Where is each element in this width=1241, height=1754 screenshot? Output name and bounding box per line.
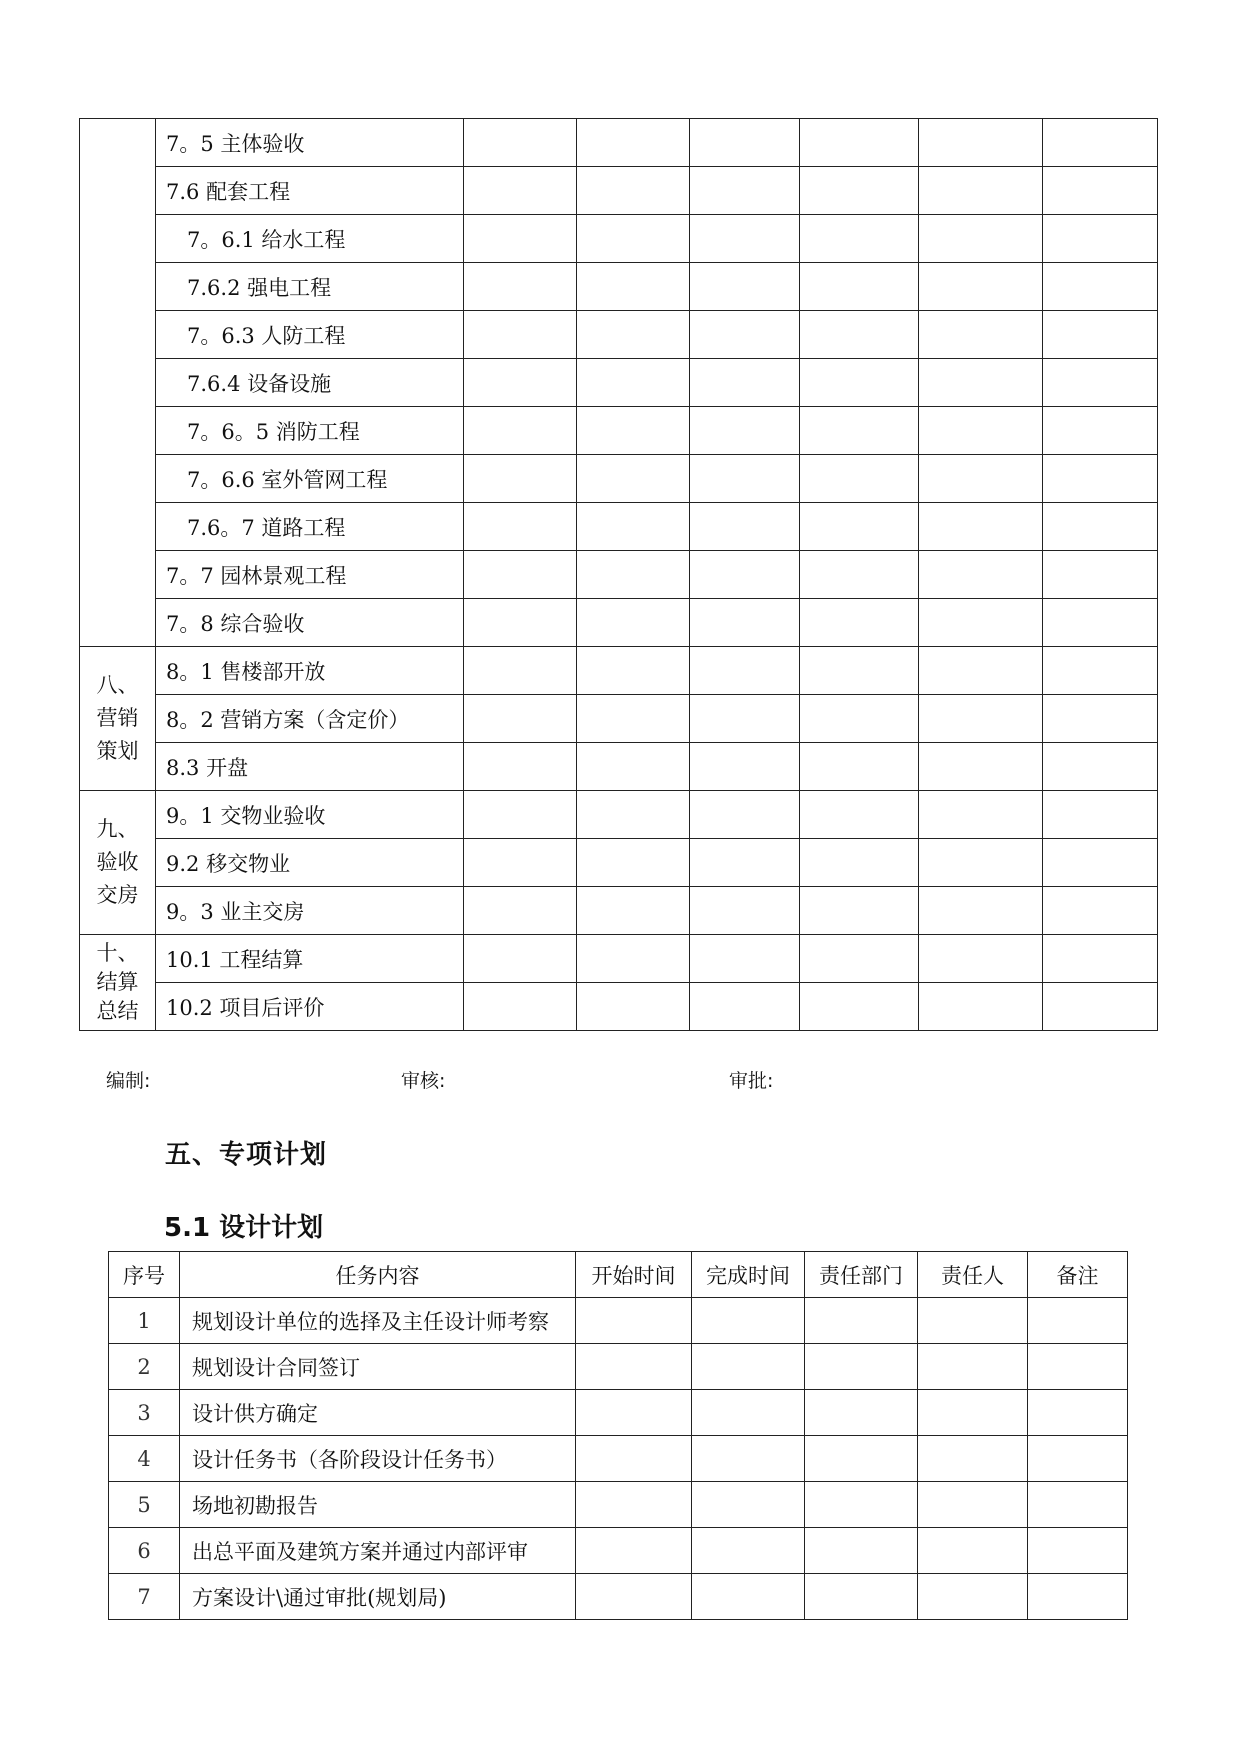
empty-cell [464, 167, 577, 215]
empty-cell [919, 743, 1043, 791]
column-header: 完成时间 [692, 1252, 805, 1298]
empty-cell [464, 599, 577, 647]
table-row [80, 311, 1158, 359]
design-table-body [109, 1298, 1128, 1620]
empty-cell [464, 647, 577, 695]
task-cell: 8.3 开盘 [156, 743, 464, 791]
empty-cell [1043, 695, 1158, 743]
empty-cell [690, 167, 800, 215]
empty-cell [577, 167, 690, 215]
empty-cell [690, 887, 800, 935]
empty-cell [919, 503, 1043, 551]
empty-cell [1043, 647, 1158, 695]
task-cell: 7。7 园林景观工程 [156, 551, 464, 599]
task-cell: 7。6。5 消防工程 [156, 407, 464, 455]
empty-cell [1043, 215, 1158, 263]
task-cell: 7.6.2 强电工程 [156, 263, 464, 311]
empty-cell [919, 119, 1043, 167]
task-cell: 7。6.3 人防工程 [156, 311, 464, 359]
empty-cell [1043, 935, 1158, 983]
empty-cell [1043, 599, 1158, 647]
task-cell: 7.6。7 道路工程 [156, 503, 464, 551]
empty-cell [1043, 311, 1158, 359]
task-cell: 10.1 工程结算 [156, 935, 464, 983]
plan-table-body [80, 119, 1158, 1031]
empty-cell [464, 455, 577, 503]
phase-label-line: 交房 [96, 883, 139, 907]
empty-cell [800, 983, 919, 1031]
column-header: 序号 [109, 1252, 180, 1298]
empty-cell [800, 263, 919, 311]
empty-cell [919, 551, 1043, 599]
empty-cell [918, 1574, 1028, 1620]
empty-cell [800, 311, 919, 359]
empty-cell [464, 407, 577, 455]
empty-cell [800, 695, 919, 743]
phase-cell [80, 935, 156, 1031]
table-row [80, 119, 1158, 167]
empty-cell [464, 311, 577, 359]
phase-label-line: 策划 [96, 739, 139, 763]
table-row [109, 1528, 1128, 1574]
design-plan-title: 5.1 设计计划 [164, 1213, 324, 1243]
empty-cell [800, 743, 919, 791]
empty-cell [918, 1528, 1028, 1574]
task-cell: 设计供方确定 [180, 1390, 576, 1436]
empty-cell [919, 263, 1043, 311]
phase-cell [80, 791, 156, 935]
project-plan-table [79, 118, 1158, 1031]
empty-cell [464, 695, 577, 743]
task-cell: 9。1 交物业验收 [156, 791, 464, 839]
approved-by-label: 审批: [729, 1070, 774, 1092]
phase-label-line: 营销 [96, 706, 139, 730]
compiled-by-label: 编制: [106, 1070, 151, 1092]
table-row [80, 263, 1158, 311]
empty-cell [577, 599, 690, 647]
empty-cell [577, 407, 690, 455]
empty-cell [577, 935, 690, 983]
empty-cell [690, 215, 800, 263]
table-row [80, 983, 1158, 1031]
task-cell: 8。1 售楼部开放 [156, 647, 464, 695]
table-row [80, 599, 1158, 647]
phase-label-line: 八、 [96, 673, 139, 697]
table-row [80, 839, 1158, 887]
empty-cell [800, 215, 919, 263]
empty-cell [690, 599, 800, 647]
empty-cell [577, 743, 690, 791]
empty-cell [918, 1436, 1028, 1482]
empty-cell [1028, 1436, 1128, 1482]
phase-label-line: 结算 [96, 970, 139, 994]
empty-cell [577, 551, 690, 599]
table-row [80, 887, 1158, 935]
empty-cell [692, 1528, 805, 1574]
task-cell: 7.6 配套工程 [156, 167, 464, 215]
empty-cell [577, 455, 690, 503]
table-row [109, 1436, 1128, 1482]
design-plan-table [108, 1251, 1128, 1620]
empty-cell [577, 263, 690, 311]
design-table-header-row [109, 1252, 1128, 1298]
empty-cell [919, 839, 1043, 887]
empty-cell [576, 1436, 692, 1482]
empty-cell [1028, 1574, 1128, 1620]
task-cell: 9。3 业主交房 [156, 887, 464, 935]
empty-cell [919, 407, 1043, 455]
task-cell: 8。2 营销方案（含定价） [156, 695, 464, 743]
empty-cell [919, 887, 1043, 935]
empty-cell [1028, 1390, 1128, 1436]
empty-cell [805, 1574, 918, 1620]
empty-cell [1028, 1298, 1128, 1344]
empty-cell [919, 311, 1043, 359]
empty-cell [576, 1528, 692, 1574]
empty-cell [805, 1528, 918, 1574]
empty-cell [1043, 887, 1158, 935]
column-header: 备注 [1028, 1252, 1128, 1298]
table-row [80, 215, 1158, 263]
empty-cell [690, 455, 800, 503]
empty-cell [576, 1344, 692, 1390]
table-row [80, 455, 1158, 503]
empty-cell [692, 1344, 805, 1390]
table-row [80, 695, 1158, 743]
table-row [80, 167, 1158, 215]
empty-cell [690, 983, 800, 1031]
empty-cell [692, 1574, 805, 1620]
empty-cell [577, 215, 690, 263]
row-number-cell: 7 [109, 1574, 180, 1620]
phase-label-line: 九、 [96, 817, 139, 841]
table-row [109, 1574, 1128, 1620]
empty-cell [800, 551, 919, 599]
task-cell: 10.2 项目后评价 [156, 983, 464, 1031]
row-number-cell: 2 [109, 1344, 180, 1390]
empty-cell [1043, 839, 1158, 887]
empty-cell [692, 1390, 805, 1436]
empty-cell [1043, 407, 1158, 455]
empty-cell [1043, 263, 1158, 311]
table-row [109, 1298, 1128, 1344]
empty-cell [800, 407, 919, 455]
empty-cell [576, 1574, 692, 1620]
empty-cell [464, 743, 577, 791]
empty-cell [464, 359, 577, 407]
row-number-cell: 1 [109, 1298, 180, 1344]
empty-cell [805, 1482, 918, 1528]
column-header: 任务内容 [180, 1252, 576, 1298]
empty-cell [1043, 743, 1158, 791]
reviewed-by-label: 审核: [401, 1070, 446, 1092]
task-cell: 7。6.6 室外管网工程 [156, 455, 464, 503]
empty-cell [800, 359, 919, 407]
empty-cell [464, 551, 577, 599]
empty-cell [805, 1436, 918, 1482]
empty-cell [805, 1344, 918, 1390]
task-cell: 7.6.4 设备设施 [156, 359, 464, 407]
phase-cell [80, 647, 156, 791]
empty-cell [1043, 359, 1158, 407]
empty-cell [800, 839, 919, 887]
empty-cell [692, 1298, 805, 1344]
empty-cell [919, 935, 1043, 983]
column-header: 责任人 [918, 1252, 1028, 1298]
empty-cell [800, 455, 919, 503]
empty-cell [919, 455, 1043, 503]
task-cell: 9.2 移交物业 [156, 839, 464, 887]
row-number-cell: 6 [109, 1528, 180, 1574]
empty-cell [464, 119, 577, 167]
empty-cell [919, 695, 1043, 743]
table-row [80, 407, 1158, 455]
table-row [80, 551, 1158, 599]
task-cell: 7。6.1 给水工程 [156, 215, 464, 263]
phase-cell [80, 119, 156, 647]
empty-cell [805, 1390, 918, 1436]
empty-cell [692, 1436, 805, 1482]
empty-cell [464, 935, 577, 983]
empty-cell [577, 887, 690, 935]
empty-cell [1043, 983, 1158, 1031]
empty-cell [464, 887, 577, 935]
table-row [109, 1390, 1128, 1436]
empty-cell [800, 167, 919, 215]
empty-cell [576, 1390, 692, 1436]
column-header: 责任部门 [805, 1252, 918, 1298]
table-row [80, 359, 1158, 407]
table-row [80, 791, 1158, 839]
table-row [109, 1482, 1128, 1528]
empty-cell [800, 647, 919, 695]
empty-cell [690, 839, 800, 887]
task-cell: 方案设计\通过审批(规划局) [180, 1574, 576, 1620]
empty-cell [800, 935, 919, 983]
empty-cell [1043, 503, 1158, 551]
empty-cell [577, 791, 690, 839]
empty-cell [919, 359, 1043, 407]
empty-cell [918, 1298, 1028, 1344]
empty-cell [464, 839, 577, 887]
empty-cell [918, 1390, 1028, 1436]
empty-cell [800, 887, 919, 935]
empty-cell [577, 839, 690, 887]
task-cell: 设计任务书（各阶段设计任务书） [180, 1436, 576, 1482]
empty-cell [1043, 791, 1158, 839]
empty-cell [464, 503, 577, 551]
row-number-cell: 5 [109, 1482, 180, 1528]
empty-cell [919, 647, 1043, 695]
empty-cell [464, 791, 577, 839]
empty-cell [690, 791, 800, 839]
table-row [80, 743, 1158, 791]
empty-cell [1043, 167, 1158, 215]
empty-cell [1043, 455, 1158, 503]
empty-cell [918, 1482, 1028, 1528]
empty-cell [577, 647, 690, 695]
task-cell: 7。5 主体验收 [156, 119, 464, 167]
empty-cell [690, 503, 800, 551]
empty-cell [690, 359, 800, 407]
empty-cell [919, 599, 1043, 647]
empty-cell [805, 1298, 918, 1344]
empty-cell [577, 503, 690, 551]
task-cell: 7。8 综合验收 [156, 599, 464, 647]
task-cell: 场地初勘报告 [180, 1482, 576, 1528]
empty-cell [576, 1298, 692, 1344]
table-row [80, 647, 1158, 695]
empty-cell [1028, 1482, 1128, 1528]
task-cell: 规划设计单位的选择及主任设计师考察 [180, 1298, 576, 1344]
empty-cell [919, 167, 1043, 215]
section-title: 五、专项计划 [165, 1140, 328, 1170]
phase-label-line: 十、 [96, 941, 139, 965]
phase-label-line: 验收 [96, 850, 139, 874]
task-cell: 规划设计合同签订 [180, 1344, 576, 1390]
empty-cell [800, 599, 919, 647]
empty-cell [1028, 1344, 1128, 1390]
phase-label-line: 总结 [96, 999, 139, 1023]
empty-cell [1028, 1528, 1128, 1574]
column-header: 开始时间 [576, 1252, 692, 1298]
row-number-cell: 3 [109, 1390, 180, 1436]
row-number-cell: 4 [109, 1436, 180, 1482]
task-cell: 出总平面及建筑方案并通过内部评审 [180, 1528, 576, 1574]
empty-cell [577, 983, 690, 1031]
table-row [109, 1344, 1128, 1390]
empty-cell [690, 647, 800, 695]
empty-cell [690, 407, 800, 455]
table-row [80, 935, 1158, 983]
empty-cell [690, 695, 800, 743]
empty-cell [800, 503, 919, 551]
empty-cell [918, 1344, 1028, 1390]
empty-cell [464, 215, 577, 263]
empty-cell [919, 983, 1043, 1031]
empty-cell [690, 263, 800, 311]
empty-cell [919, 215, 1043, 263]
empty-cell [690, 311, 800, 359]
empty-cell [577, 311, 690, 359]
empty-cell [577, 695, 690, 743]
empty-cell [464, 263, 577, 311]
empty-cell [800, 791, 919, 839]
empty-cell [576, 1482, 692, 1528]
empty-cell [690, 935, 800, 983]
table-row [80, 503, 1158, 551]
empty-cell [464, 983, 577, 1031]
empty-cell [692, 1482, 805, 1528]
empty-cell [1043, 119, 1158, 167]
empty-cell [690, 551, 800, 599]
empty-cell [1043, 551, 1158, 599]
empty-cell [800, 119, 919, 167]
empty-cell [919, 791, 1043, 839]
empty-cell [577, 119, 690, 167]
empty-cell [577, 359, 690, 407]
empty-cell [690, 743, 800, 791]
empty-cell [690, 119, 800, 167]
